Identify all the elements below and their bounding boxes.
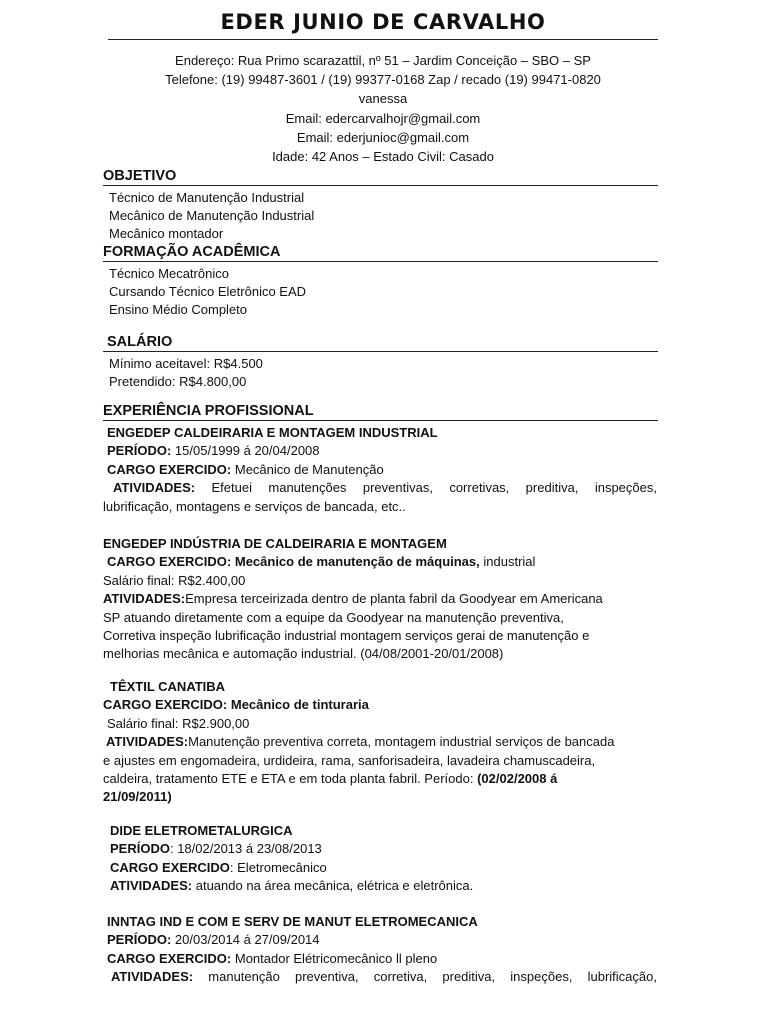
atividades-label: ATIVIDADES: — [103, 591, 186, 607]
job-periodo — [103, 442, 657, 460]
periodo-label: PERÍODO: — [107, 932, 172, 948]
atividades-text: manutenção preventiva, corretiva, preditiva, inspeções, lubrificação, — [208, 969, 657, 985]
cargo-value: Mecânico de tinturaria — [230, 697, 369, 713]
atividades-text: lubrificação, montagens e serviços de bancada, etc.. — [103, 498, 406, 514]
cargo-value: : Eletromecânico — [229, 859, 327, 875]
periodo-value: (02/02/2008 á — [477, 771, 558, 787]
atividades-label: ATIVIDADES: — [113, 480, 196, 496]
salario-list — [109, 355, 263, 391]
job-periodo — [103, 840, 657, 858]
section-formacao — [103, 244, 658, 262]
address: Endereço: Rua Primo scarazattil, nº 51 – Jardim Conceição – SBO – SP — [175, 53, 591, 68]
periodo-value: 21/09/2011) — [103, 789, 172, 805]
section-experiencia — [103, 403, 658, 421]
periodo-label: PERÍODO — [110, 841, 170, 857]
job-atividades — [103, 877, 657, 895]
job-cargo — [103, 696, 657, 714]
cargo-label: CARGO EXERCIDO: — [107, 950, 232, 966]
atividades-text: SP atuando diretamente com a equipe da Goodyear na manutenção preventiva, — [103, 609, 564, 625]
cargo-value-rest: industrial — [483, 554, 536, 570]
job-atividades-periodo — [103, 770, 657, 788]
atividades-text: Corretiva inspeção lubrificação industrial montagem serviços gerai de manutenção e — [103, 628, 590, 644]
cargo-label: CARGO EXERCIDO: — [107, 554, 232, 570]
phone: Telefone: (19) 99487-3601 / (19) 99377-0168 Zap / recado (19) 99471-0820 — [165, 72, 601, 88]
objetivo-list — [109, 189, 314, 244]
job-periodo — [103, 931, 657, 949]
section-rule — [103, 261, 658, 262]
job-atividades — [103, 479, 657, 497]
job-cargo — [103, 461, 657, 479]
job-company: TÊXTIL CANATIBA — [110, 679, 226, 694]
contact-block — [108, 51, 658, 166]
job-inntag — [103, 913, 657, 987]
job-cargo — [103, 950, 657, 968]
job-salario: Salário final: R$2.900,00 — [107, 715, 250, 731]
job-company: ENGEDEP CALDEIRARIA E MONTAGEM INDUSTRIAL — [107, 425, 438, 440]
cargo-value: Mecânico de manutenção de máquinas, — [234, 554, 480, 570]
section-rule — [103, 185, 658, 186]
job-company: INNTAG IND E COM E SERV DE MANUT ELETROMECANICA — [107, 914, 478, 929]
atividades-text: Efetuei manutenções preventivas, corretivas, preditiva, inspeções, — [211, 480, 657, 496]
age-status: Idade: 42 Anos – Estado Civil: Casado — [272, 149, 494, 165]
email-2: Email: ederjunioc@gmail.com — [296, 129, 470, 145]
job-cargo — [103, 859, 657, 877]
job-salario: Salário final: R$2.400,00 — [103, 572, 246, 588]
list-item: Pretendido: R$4.800,00 — [109, 374, 247, 390]
list-item: Mecânico de Manutenção Industrial — [109, 208, 315, 224]
cargo-label: CARGO EXERCIDO: — [103, 697, 228, 713]
job-atividades — [103, 968, 657, 986]
candidate-name: EDER JUNIO DE CARVALHO — [220, 10, 546, 34]
periodo-label: PERÍODO: — [107, 443, 172, 459]
name-underline — [108, 39, 658, 40]
atividades-text: Empresa terceirizada dentro de planta fabril da Goodyear em Americana — [185, 591, 603, 607]
job-engedep-industria — [103, 535, 657, 664]
atividades-label: ATIVIDADES: — [110, 878, 193, 894]
list-item: Mecânico montador — [109, 226, 224, 242]
atividades-text: Manutenção preventiva correta, montagem industrial serviços de bancada — [188, 734, 615, 750]
section-title: SALÁRIO — [107, 334, 173, 350]
phone-contact: vanessa — [358, 91, 408, 107]
section-objetivo — [103, 168, 658, 186]
job-engedep-caldeiraria — [103, 424, 657, 516]
cargo-label: CARGO EXERCIDO: — [107, 461, 232, 477]
job-atividades — [103, 733, 657, 751]
atividades-label: ATIVIDADES: — [106, 734, 189, 750]
list-item: Técnico Mecatrônico — [109, 266, 229, 281]
periodo-value: : 18/02/2013 á 23/08/2013 — [169, 841, 322, 857]
list-item: Técnico de Manutenção Industrial — [109, 190, 305, 205]
cargo-value: Mecânico de Manutenção — [234, 461, 384, 477]
section-salario — [103, 334, 658, 352]
atividades-label: ATIVIDADES: — [111, 969, 194, 985]
job-textil-canatiba — [103, 678, 657, 807]
job-company: ENGEDEP INDÚSTRIA DE CALDEIRARIA E MONTAGEM — [103, 536, 447, 551]
section-title: FORMAÇÃO ACADÊMICA — [103, 244, 281, 260]
job-atividades — [103, 590, 657, 608]
periodo-value: 15/05/1999 á 20/04/2008 — [174, 443, 320, 459]
job-company: DIDE ELETROMETALURGICA — [110, 823, 293, 838]
atividades-text: melhorias mecânica e automação industrial. (04/08/2001-20/01/2008) — [103, 646, 504, 662]
cargo-value: Montador Elétricomecânico ll pleno — [234, 950, 438, 966]
email-1: Email: edercarvalhojr@gmail.com — [285, 110, 481, 126]
section-title: OBJETIVO — [103, 168, 177, 184]
section-rule — [103, 351, 658, 352]
list-item: Mínimo aceitavel: R$4.500 — [109, 356, 263, 371]
atividades-text: atuando na área mecânica, elétrica e eletrônica. — [195, 878, 474, 894]
formacao-list — [109, 265, 306, 320]
cargo-label: CARGO EXERCIDO — [110, 859, 230, 875]
section-rule — [103, 420, 658, 421]
job-cargo — [103, 553, 657, 571]
list-item: Ensino Médio Completo — [109, 302, 248, 318]
periodo-value: 20/03/2014 á 27/09/2014 — [174, 932, 320, 948]
list-item: Cursando Técnico Eletrônico EAD — [109, 284, 307, 300]
section-title: EXPERIÊNCIA PROFISSIONAL — [103, 403, 314, 419]
atividades-text: caldeira, tratamento ETE e ETA e em toda planta fabril. Período: — [103, 771, 474, 787]
job-dide — [103, 822, 657, 896]
atividades-text: e ajustes em engomadeira, urdideira, rama, sanforisadeira, lavadeira chamuscadeira, — [103, 752, 596, 768]
